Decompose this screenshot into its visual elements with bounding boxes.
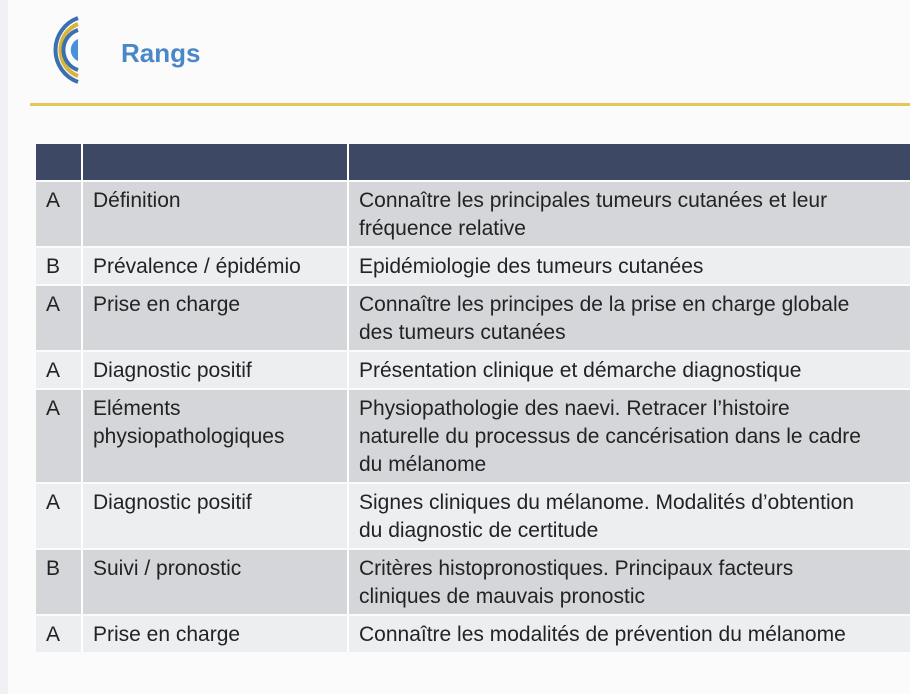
rank-cell: B — [36, 248, 83, 284]
objective-line: du diagnostic de certitude — [359, 519, 599, 542]
objective-line: Connaître les principes de la prise en charge globale — [359, 293, 850, 316]
category-cell: Diagnostic positif — [83, 484, 349, 548]
objective-line: Présentation clinique et démarche diagnostique — [359, 359, 802, 382]
objective-line: Epidémiologie des tumeurs cutanées — [359, 255, 704, 278]
table-row — [36, 286, 910, 350]
header-cell-rank — [36, 144, 83, 180]
objective-line: Connaître les modalités de prévention du mélanome — [359, 623, 846, 646]
category-cell: Suivi / pronostic — [83, 550, 349, 614]
category-line: physiopathologiques — [93, 425, 285, 448]
page-title: Rangs — [121, 38, 201, 68]
objective-line: Signes cliniques du mélanome. Modalités d’obtention — [359, 491, 854, 514]
table-row — [36, 616, 910, 652]
table-row — [36, 484, 910, 548]
category-cell: Prévalence / épidémio — [83, 248, 349, 284]
category-line: Eléments — [93, 397, 181, 420]
objective-cell — [349, 286, 910, 350]
concentric-arc-logo-icon — [38, 12, 86, 88]
category-cell: Diagnostic positif — [83, 352, 349, 388]
objective-cell — [349, 616, 910, 652]
objective-line: des tumeurs cutanées — [359, 321, 566, 344]
objective-line: fréquence relative — [359, 217, 526, 240]
objective-line: Physiopathologie des naevi. Retracer l’histoire — [359, 397, 790, 420]
rank-cell: A — [36, 390, 83, 482]
rank-cell: A — [36, 352, 83, 388]
rank-cell: A — [36, 286, 83, 350]
category-cell: Prise en charge — [83, 616, 349, 652]
objective-cell — [349, 352, 910, 388]
table-row — [36, 248, 910, 284]
objective-line: du mélanome — [359, 453, 487, 476]
table-row — [36, 550, 910, 614]
objective-line: cliniques de mauvais pronostic — [359, 585, 645, 608]
objective-line: naturelle du processus de cancérisation dans le cadre — [359, 425, 861, 448]
category-cell: Définition — [83, 182, 349, 246]
rank-cell: A — [36, 182, 83, 246]
rank-cell: A — [36, 484, 83, 548]
left-edge-strip — [0, 0, 8, 694]
category-cell: Prise en charge — [83, 286, 349, 350]
header-cell-category — [83, 144, 349, 180]
title-divider — [30, 103, 910, 106]
table-header-row — [36, 144, 910, 180]
objective-cell — [349, 390, 910, 482]
objective-cell — [349, 484, 910, 548]
objective-cell — [349, 182, 910, 246]
objective-line: Critères histopronostiques. Principaux facteurs — [359, 557, 794, 580]
rank-cell: B — [36, 550, 83, 614]
table-row — [36, 390, 910, 482]
ranks-table — [36, 142, 910, 654]
objective-cell — [349, 248, 910, 284]
header-cell-objective — [349, 144, 910, 180]
rank-cell: A — [36, 616, 83, 652]
objective-cell — [349, 550, 910, 614]
table-row — [36, 182, 910, 246]
table-row — [36, 352, 910, 388]
objective-line: Connaître les principales tumeurs cutanées et leur — [359, 189, 828, 212]
category-cell — [83, 390, 349, 482]
